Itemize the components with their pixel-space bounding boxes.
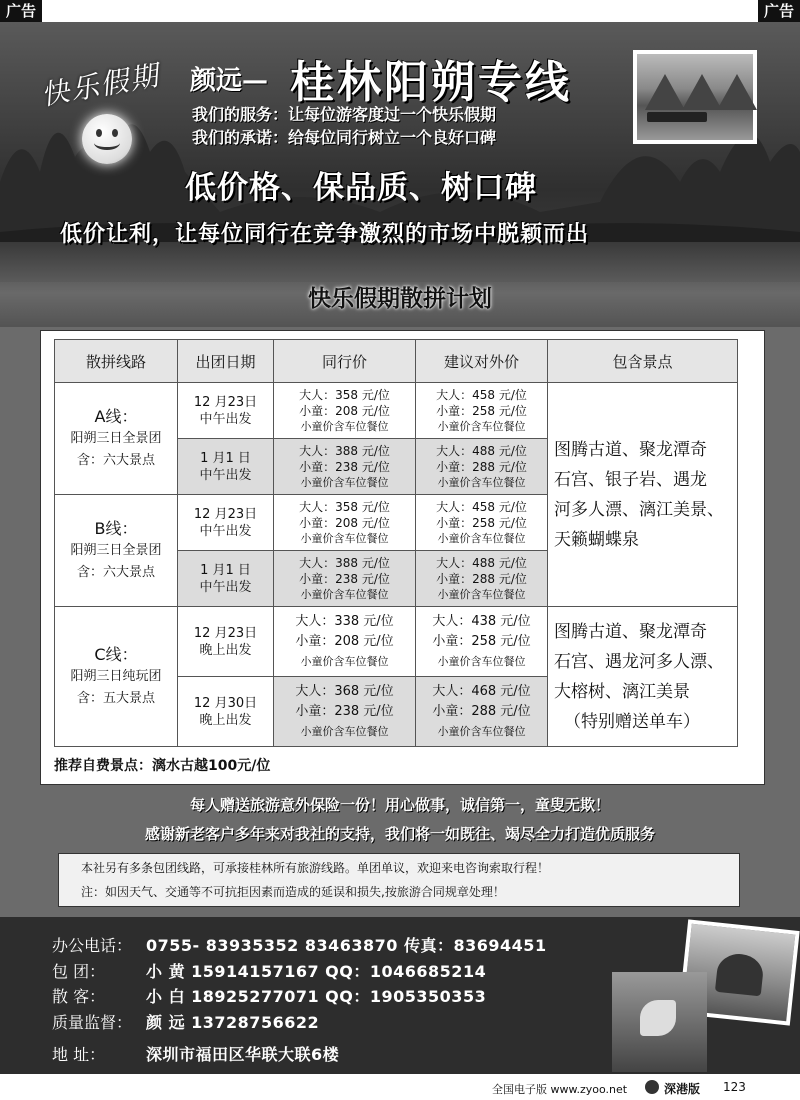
price-note: 小童价含车位餐位 bbox=[437, 531, 526, 545]
ad-tag-right: 广告 bbox=[758, 0, 800, 22]
peer-child: 小童：238 元/位 bbox=[299, 571, 390, 586]
spots-line: （特别赠送单车） bbox=[564, 711, 700, 732]
retail-child: 小童：258 元/位 bbox=[436, 515, 527, 530]
route-b bbox=[55, 495, 178, 607]
notice-line-1: 本社另有多条包团线路，可承接桂林所有旅游线路。单团单议，欢迎来电咨询索取行程！ bbox=[81, 861, 550, 875]
date-time: 中午出发 bbox=[199, 579, 252, 595]
butterfly-spring-photo bbox=[612, 972, 707, 1072]
date-day: 1 月1 日 bbox=[200, 450, 251, 466]
page-footer bbox=[0, 1076, 800, 1100]
price-note: 小童价含车位餐位 bbox=[437, 724, 526, 738]
price-note: 小童价含车位餐位 bbox=[300, 587, 389, 601]
retail-adult: 大人：458 元/位 bbox=[436, 387, 527, 402]
quality-row bbox=[52, 1010, 319, 1033]
header-retail-price: 建议对外价 bbox=[416, 340, 548, 383]
office-value: 0755- 83935352 83463870 传真：83694451 bbox=[146, 936, 547, 955]
spots-line: 河多人漂、漓江美景、 bbox=[554, 499, 724, 520]
spots-ab bbox=[548, 383, 738, 607]
spots-c bbox=[548, 607, 738, 747]
route-name: 阳朔三日纯玩团 bbox=[70, 668, 162, 684]
group-label: 包 团： bbox=[52, 962, 106, 981]
price-note: 小童价含车位餐位 bbox=[300, 531, 389, 545]
office-label: 办公电话： bbox=[52, 936, 133, 955]
badge-text: 快乐假期 bbox=[38, 58, 163, 112]
price-note: 小童价含车位餐位 bbox=[300, 419, 389, 433]
address-value: 深圳市福田区华联大联6楼 bbox=[146, 1045, 340, 1064]
date-day: 12 月23日 bbox=[193, 506, 258, 522]
header-date: 出团日期 bbox=[178, 340, 274, 383]
company-name: 颜远— bbox=[190, 66, 269, 96]
route-c bbox=[55, 607, 178, 747]
peer-adult: 大人：358 元/位 bbox=[299, 387, 390, 402]
service-line: 我们的服务：让每位游客度过一个快乐假期 bbox=[192, 105, 497, 124]
li-river-photo bbox=[633, 50, 757, 144]
peer-adult: 大人：368 元/位 bbox=[295, 683, 394, 699]
main-section bbox=[0, 327, 800, 917]
date-time: 中午出发 bbox=[199, 467, 252, 483]
date-time: 中午出发 bbox=[199, 411, 252, 427]
page-number: 123 bbox=[723, 1080, 746, 1094]
table-row bbox=[55, 383, 738, 439]
table-header-row bbox=[55, 340, 738, 383]
price-note: 小童价含车位餐位 bbox=[300, 724, 389, 738]
retail-adult: 大人：468 元/位 bbox=[432, 683, 531, 699]
hero-banner bbox=[0, 22, 800, 327]
retail-child: 小童：288 元/位 bbox=[436, 459, 527, 474]
price-note: 小童价含车位餐位 bbox=[437, 419, 526, 433]
promo-line-2: 感谢新老客户多年来对我社的支持，我们将一如既往、竭尽全力打造优质服务 bbox=[144, 825, 655, 843]
peer-adult: 大人：388 元/位 bbox=[299, 555, 390, 570]
spots-line: 图腾古道、聚龙潭奇 bbox=[554, 439, 707, 460]
route-name: 阳朔三日全景团 bbox=[70, 430, 162, 446]
retail-child: 小童：288 元/位 bbox=[432, 703, 531, 719]
retail-child: 小童：288 元/位 bbox=[436, 571, 527, 586]
tour-price-table bbox=[54, 339, 738, 747]
route-spots-count: 含：六大景点 bbox=[76, 564, 155, 580]
group-value: 小 黄 15914157167 QQ：1046685214 bbox=[146, 962, 487, 981]
route-name: 阳朔三日全景团 bbox=[70, 542, 162, 558]
table-row bbox=[55, 607, 738, 677]
plan-title: 快乐假期散拼计划 bbox=[308, 285, 492, 312]
tour-table-panel bbox=[40, 330, 765, 785]
route-spots-count: 含：五大景点 bbox=[76, 690, 155, 706]
peer-adult: 大人：388 元/位 bbox=[299, 443, 390, 458]
quality-label: 质量监督： bbox=[52, 1013, 133, 1032]
footer-edition: 深港版 bbox=[664, 1082, 701, 1096]
office-phone-row bbox=[52, 933, 547, 956]
route-line-label: C线： bbox=[94, 644, 138, 664]
promo-line-1: 每人赠送旅游意外保险一份！用心做事，诚信第一，童叟无欺！ bbox=[189, 796, 610, 814]
peer-child: 小童：208 元/位 bbox=[299, 515, 390, 530]
recommended-extra-spot: 推荐自费景点：漓水古越100元/位 bbox=[54, 758, 271, 774]
retail-adult: 大人：438 元/位 bbox=[432, 613, 531, 629]
quality-value: 颜 远 13728756622 bbox=[146, 1013, 320, 1032]
peer-adult: 大人：338 元/位 bbox=[295, 613, 394, 629]
retail-adult: 大人：488 元/位 bbox=[436, 443, 527, 458]
slogan: 低价格、保品质、树口碑 bbox=[185, 170, 537, 206]
individual-label: 散 客： bbox=[52, 987, 106, 1006]
price-note: 小童价含车位餐位 bbox=[437, 654, 526, 668]
notice-line-2: 注：如因天气、交通等不可抗拒因素而造成的延误和损失,按旅游合同规章处理！ bbox=[81, 885, 505, 899]
peer-child: 小童：208 元/位 bbox=[295, 633, 394, 649]
spots-line: 图腾古道、聚龙潭奇 bbox=[554, 621, 707, 642]
individual-value: 小 白 18925277071 QQ：1905350353 bbox=[146, 987, 487, 1006]
price-note: 小童价含车位餐位 bbox=[300, 654, 389, 668]
peer-child: 小童：238 元/位 bbox=[299, 459, 390, 474]
date-day: 1 月1 日 bbox=[200, 562, 251, 578]
notice-box bbox=[58, 853, 740, 907]
subslogan: 低价让利，让每位同行在竞争激烈的市场中脱颖而出 bbox=[60, 221, 590, 247]
spots-line: 大榕树、漓江美景 bbox=[554, 681, 690, 702]
route-a bbox=[55, 383, 178, 495]
price-note: 小童价含车位餐位 bbox=[437, 475, 526, 489]
spots-line: 天籁蝴蝶泉 bbox=[554, 529, 639, 550]
date-day: 12 月23日 bbox=[193, 394, 258, 410]
address-label: 地 址： bbox=[52, 1045, 106, 1064]
price-note: 小童价含车位餐位 bbox=[300, 475, 389, 489]
route-line-label: A线： bbox=[94, 406, 138, 426]
date-day: 12 月30日 bbox=[193, 695, 258, 711]
individual-row bbox=[52, 984, 486, 1007]
peer-child: 小童：208 元/位 bbox=[299, 403, 390, 418]
header-route: 散拼线路 bbox=[55, 340, 178, 383]
retail-adult: 大人：458 元/位 bbox=[436, 499, 527, 514]
contact-section bbox=[0, 917, 800, 1074]
date-time: 晚上出发 bbox=[199, 642, 252, 658]
retail-adult: 大人：488 元/位 bbox=[436, 555, 527, 570]
route-spots-count: 含：六大景点 bbox=[76, 452, 155, 468]
spots-line: 石宫、遇龙河多人漂、 bbox=[554, 651, 724, 672]
address-row bbox=[52, 1042, 339, 1065]
date-day: 12 月23日 bbox=[193, 625, 258, 641]
promise-line: 我们的承诺：给每位同行树立一个良好口碑 bbox=[192, 128, 497, 147]
route-line-label: B线： bbox=[94, 518, 138, 538]
retail-child: 小童：258 元/位 bbox=[436, 403, 527, 418]
peer-adult: 大人：358 元/位 bbox=[299, 499, 390, 514]
smiley-face-icon bbox=[82, 114, 132, 164]
date-time: 晚上出发 bbox=[199, 712, 252, 728]
spots-line: 石宫、银子岩、遇龙 bbox=[554, 469, 707, 490]
happy-holiday-badge bbox=[30, 58, 180, 172]
price-note: 小童价含车位餐位 bbox=[437, 587, 526, 601]
group-row bbox=[52, 959, 486, 982]
headline: 桂林阳朔专线 bbox=[290, 57, 572, 108]
peer-child: 小童：238 元/位 bbox=[295, 703, 394, 719]
date-time: 中午出发 bbox=[199, 523, 252, 539]
retail-child: 小童：258 元/位 bbox=[432, 633, 531, 649]
ad-tag-left: 广告 bbox=[0, 0, 42, 22]
footer-site: 全国电子版 www.zyoo.net bbox=[492, 1083, 628, 1096]
edition-logo-icon bbox=[645, 1080, 659, 1094]
header-spots: 包含景点 bbox=[548, 340, 738, 383]
header-peer-price: 同行价 bbox=[274, 340, 416, 383]
